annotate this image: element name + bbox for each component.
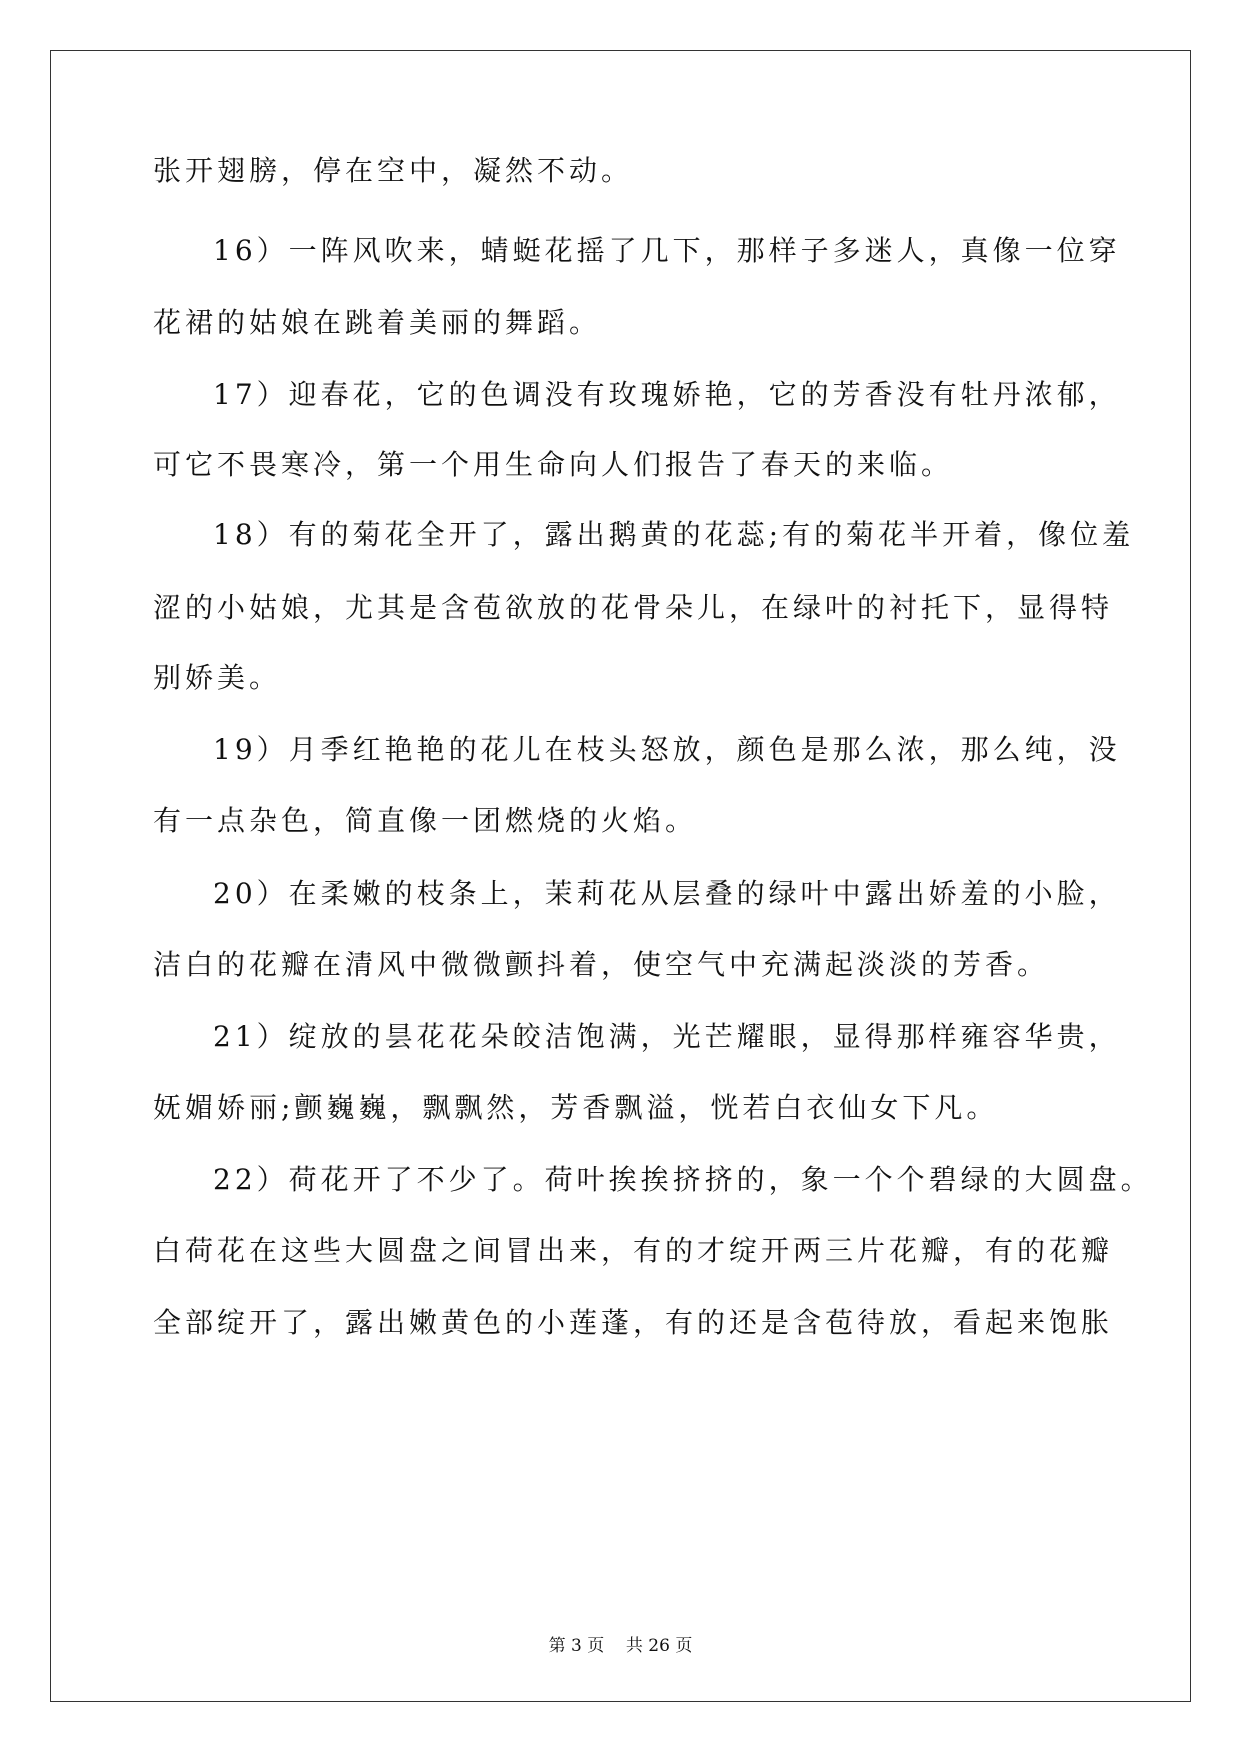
- paragraph-19-line-1: 19）月季红艳艳的花儿在枝头怒放，颜色是那么浓，那么纯，没: [213, 733, 1121, 766]
- paragraph-19-line-2: 有一点杂色，简直像一团燃烧的火焰。: [153, 804, 698, 837]
- paragraph-16-line-1: 16）一阵风吹来，蜻蜓花摇了几下，那样子多迷人，真像一位穿: [213, 234, 1121, 267]
- paragraph-21-line-2: 妩媚娇丽;颤巍巍，飘飘然，芳香飘溢，恍若白衣仙女下凡。: [153, 1091, 999, 1124]
- paragraph-22-line-2: 白荷花在这些大圆盘之间冒出来，有的才绽开两三片花瓣，有的花瓣: [153, 1234, 1114, 1267]
- paragraph-18-line-1: 18）有的菊花全开了，露出鹅黄的花蕊;有的菊花半开着，像位羞: [213, 518, 1135, 551]
- paragraph-17-line-1: 17）迎春花，它的色调没有玫瑰娇艳，它的芳香没有牡丹浓郁，: [213, 378, 1121, 411]
- paragraph-22-line-1: 22）荷花开了不少了。荷叶挨挨挤挤的，象一个个碧绿的大圆盘。: [213, 1163, 1153, 1196]
- paragraph-16-line-2: 花裙的姑娘在跳着美丽的舞蹈。: [153, 306, 602, 339]
- paragraph-20-line-1: 20）在柔嫩的枝条上，茉莉花从层叠的绿叶中露出娇羞的小脸，: [213, 877, 1121, 910]
- paragraph-18-line-3: 别娇美。: [153, 661, 282, 694]
- paragraph-17-line-2: 可它不畏寒冷，第一个用生命向人们报告了春天的来临。: [153, 448, 954, 481]
- paragraph-18-line-2: 涩的小姑娘，尤其是含苞欲放的花骨朵儿，在绿叶的衬托下，显得特: [153, 591, 1114, 624]
- text-line-1: 张开翅膀，停在空中，凝然不动。: [153, 154, 634, 187]
- page-number-footer: 第 3 页 共 26 页: [548, 1636, 693, 1656]
- paragraph-20-line-2: 洁白的花瓣在清风中微微颤抖着，使空气中充满起淡淡的芳香。: [153, 948, 1050, 981]
- paragraph-21-line-1: 21）绽放的昙花花朵皎洁饱满，光芒耀眼，显得那样雍容华贵，: [213, 1020, 1121, 1053]
- paragraph-22-line-3: 全部绽开了，露出嫩黄色的小莲蓬，有的还是含苞待放，看起来饱胀: [153, 1306, 1114, 1339]
